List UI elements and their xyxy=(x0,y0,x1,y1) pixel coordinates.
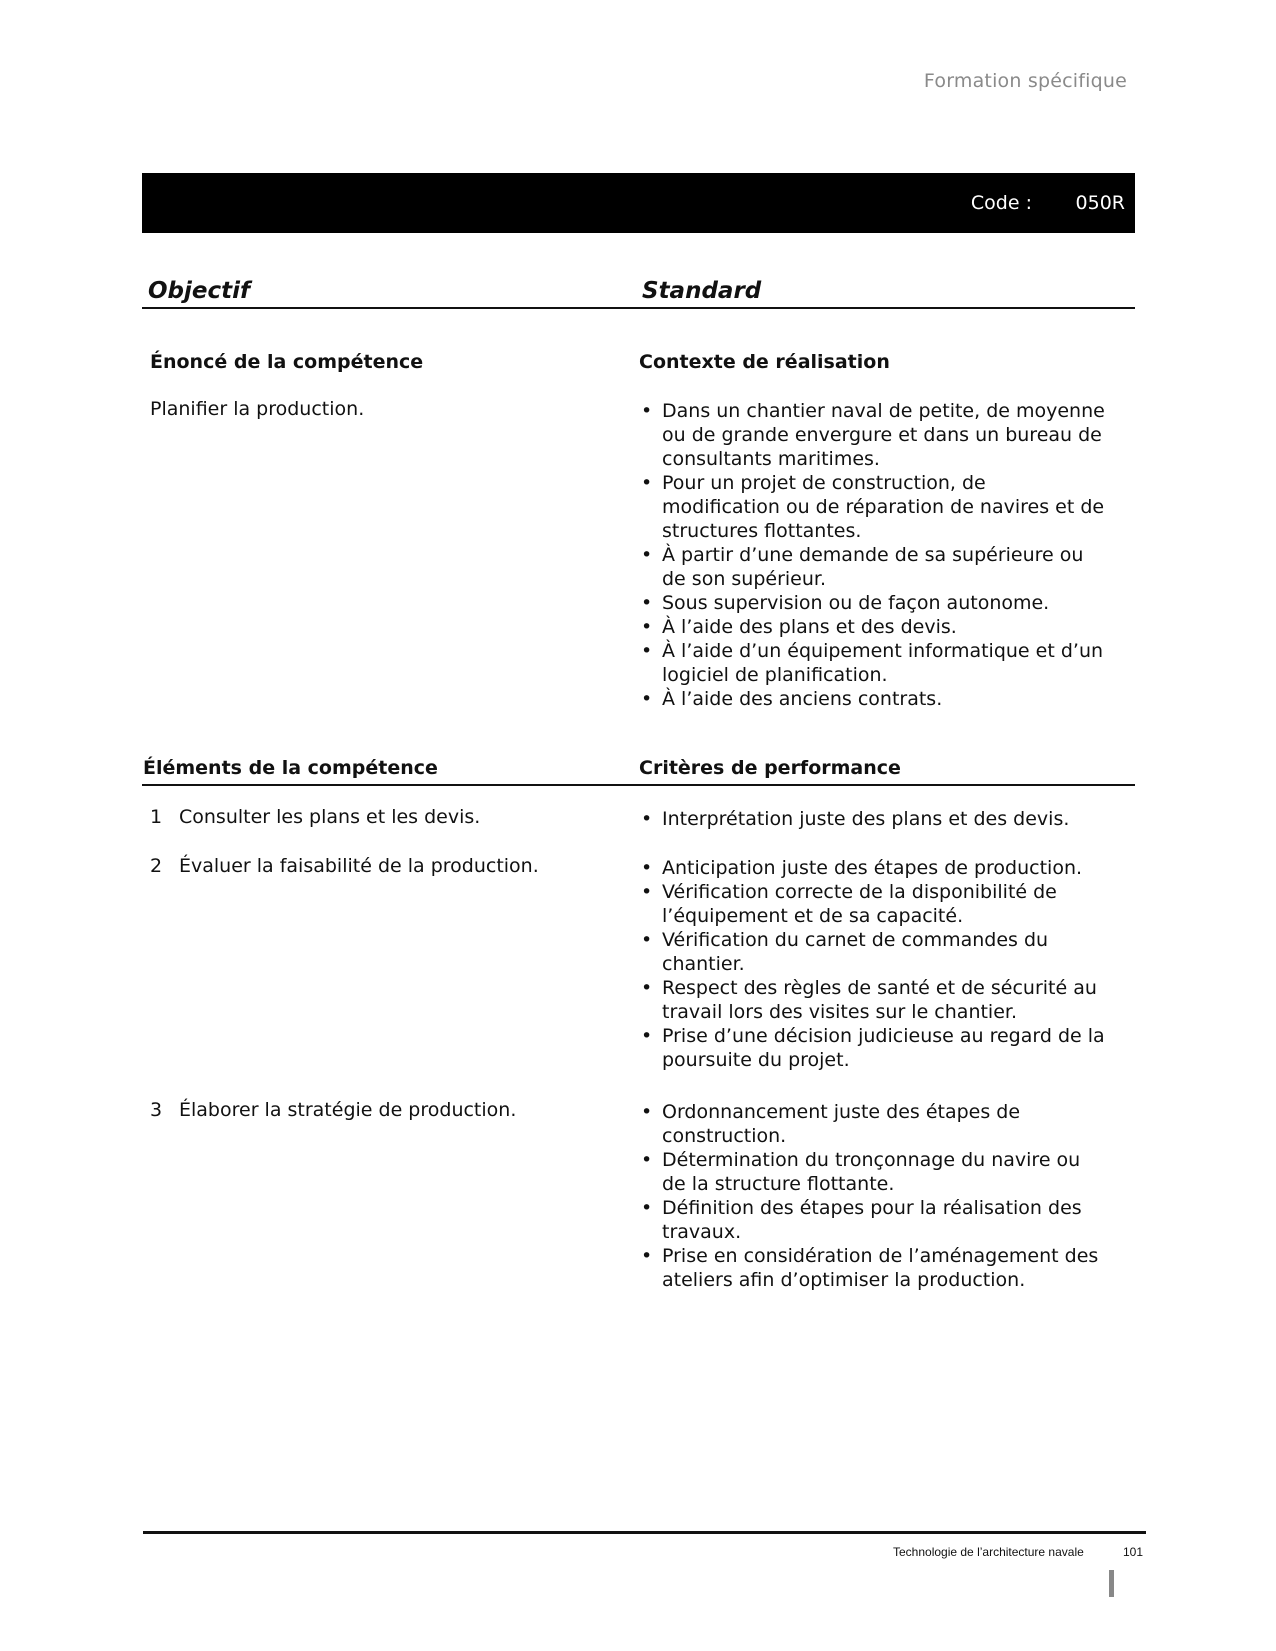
element-text: Consulter les plans et les devis. xyxy=(179,806,481,828)
footer-title: Technologie de l’architecture navale xyxy=(893,1545,1084,1559)
element-number: 2 xyxy=(150,855,163,877)
list-item: • Prise d’une décision judicieuse au regard de la poursuite du projet. xyxy=(639,1024,1109,1072)
footer-marker xyxy=(1109,1570,1114,1597)
list-item: • Ordonnancement juste des étapes de construction. xyxy=(639,1100,1109,1148)
list-item: • Pour un projet de construction, de modification ou de réparation de navires et de structures flottantes. xyxy=(639,471,1109,543)
list-item: • Respect des règles de santé et de sécurité au travail lors des visites sur le chantier. xyxy=(639,976,1109,1024)
list-item: • Sous supervision ou de façon autonome. xyxy=(639,591,1109,615)
criteres-group-3 xyxy=(639,1100,1109,1292)
elements-title: Éléments de la compétence xyxy=(143,757,438,779)
code-label: Code : xyxy=(970,192,1032,214)
contexte-title: Contexte de réalisation xyxy=(639,351,890,373)
list-item: • Vérification du carnet de commandes du chantier. xyxy=(639,928,1109,976)
criteres-group-2 xyxy=(639,856,1109,1072)
element-number: 1 xyxy=(150,806,163,828)
element-text: Évaluer la faisabilité de la production. xyxy=(179,855,539,877)
list-item: • Dans un chantier naval de petite, de moyenne ou de grande envergure et dans un bureau de consultants maritimes. xyxy=(639,399,1109,471)
page-number: 101 xyxy=(1123,1545,1144,1559)
heading-rule xyxy=(142,307,1135,309)
criteres-group-1 xyxy=(639,807,1109,831)
element-number: 3 xyxy=(150,1099,163,1121)
list-item: • Vérification correcte de la disponibilité de l’équipement et de sa capacité. xyxy=(639,880,1109,928)
list-item: • Anticipation juste des étapes de production. xyxy=(639,856,1109,880)
objectif-heading: Objectif xyxy=(148,278,251,304)
list-item: • À l’aide des plans et des devis. xyxy=(639,615,1109,639)
list-item: • À l’aide d’un équipement informatique et d’un logiciel de planification. xyxy=(639,639,1109,687)
enonce-text: Planifier la production. xyxy=(150,398,365,420)
section-rule xyxy=(142,784,1135,786)
list-item: • Détermination du tronçonnage du navire ou de la structure flottante. xyxy=(639,1148,1109,1196)
list-item: • À l’aide des anciens contrats. xyxy=(639,687,1109,711)
element-3 xyxy=(150,1098,516,1122)
footer-rule xyxy=(143,1531,1146,1534)
enonce-title: Énoncé de la compétence xyxy=(150,351,424,373)
criteres-title: Critères de performance xyxy=(639,757,901,779)
standard-heading: Standard xyxy=(642,278,762,304)
list-item: • Définition des étapes pour la réalisation des travaux. xyxy=(639,1196,1109,1244)
element-1 xyxy=(150,805,480,829)
code-value: 050R xyxy=(1075,192,1125,214)
list-item: • À partir d’une demande de sa supérieure ou de son supérieur. xyxy=(639,543,1109,591)
list-item: • Interprétation juste des plans et des devis. xyxy=(639,807,1109,831)
element-text: Élaborer la stratégie de production. xyxy=(179,1099,517,1121)
header-title: Formation spécifique xyxy=(923,70,1127,92)
contexte-list xyxy=(639,399,1109,711)
element-2 xyxy=(150,854,539,878)
list-item: • Prise en considération de l’aménagement des ateliers afin d’optimiser la production. xyxy=(639,1244,1109,1292)
code-bar xyxy=(142,173,1135,233)
